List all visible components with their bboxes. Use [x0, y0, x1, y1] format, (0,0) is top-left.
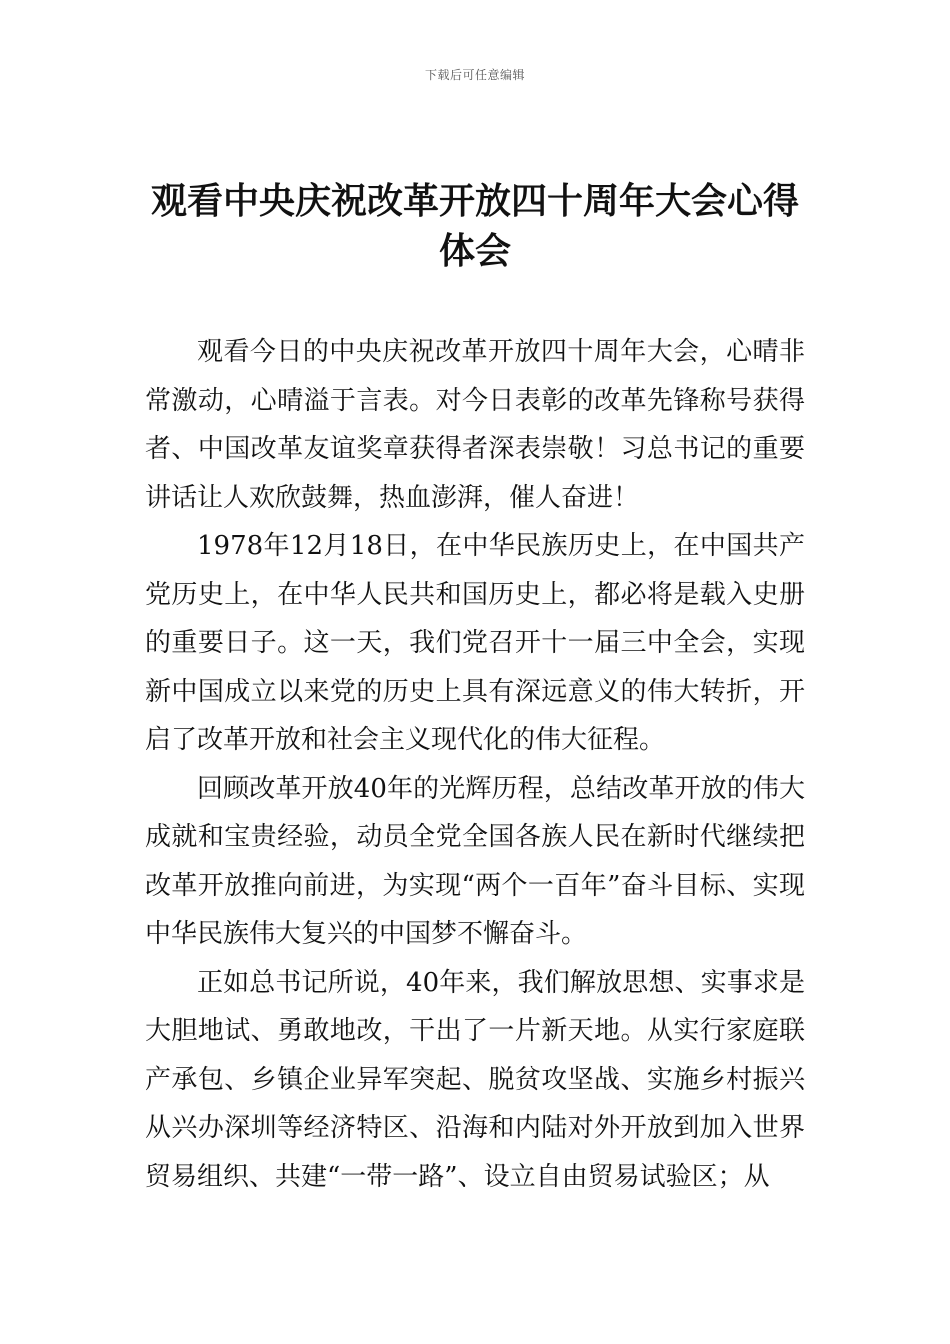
paragraph-2: 1978年12月18日，在中华民族历史上，在中国共产党历史上，在中华人民共和国历史上，都必将是载入史册的重要日子。这一天，我们党召开十一届三中全会，实现新中国成立以来党的历史上具有深远意义的伟大转折，开启了改革开放和社会主义现代化的伟大征程。: [145, 531, 805, 755]
document-title: 观看中央庆祝改革开放四十周年大会心得体会: [150, 180, 799, 272]
paragraph-3: 回顾改革开放40年的光辉历程，总结改革开放的伟大成就和宝贵经验，动员全党全国各族人民在新时代继续把改革开放推向前进，为实现“两个一百年”奋斗目标、实现中华民族伟大复兴的中国梦不懈奋斗。: [145, 773, 805, 949]
paragraph-4: 正如总书记所说，40年来，我们解放思想、实事求是大胆地试、勇敢地改，干出了一片新天地。从实行家庭联产承包、乡镇企业异军突起、脱贫攻坚战、实施乡村振兴从兴办深圳等经济特区、沿海和内陆对外开放到加入世界贸易组织、共建“一带一路”、设立自由贸易试验区；从: [145, 967, 805, 1192]
header-note: 下载后可任意编辑: [424, 68, 525, 82]
document-body: [145, 328, 805, 1201]
paragraph-1: 观看今日的中央庆祝改革开放四十周年大会，心晴非常激动，心晴溢于言表。对今日表彰的改革先锋称号获得者、中国改革友谊奖章获得者深表崇敬！习总书记的重要讲话让人欢欣鼓舞，热血澎湃，催人奋进！: [145, 337, 805, 513]
